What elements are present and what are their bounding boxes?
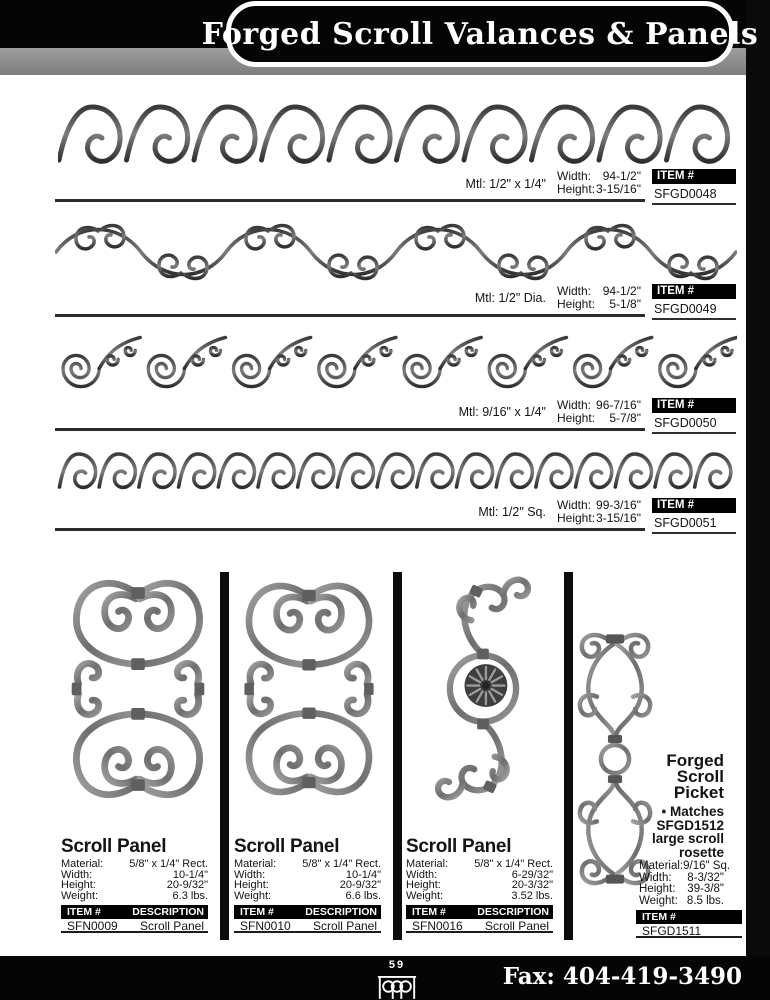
valance-2-item-header: ITEM # xyxy=(652,284,736,299)
right-black-bar xyxy=(746,0,770,1000)
item-description-row xyxy=(61,919,208,933)
item-description: Scroll Panel xyxy=(139,919,204,933)
item-code: SFN0016 xyxy=(412,919,463,933)
scroll-panel-image-2 xyxy=(233,562,385,816)
picket-title-line: Scroll xyxy=(676,767,724,786)
valance-4-dimensions: Width: 99-3/16" Height: 3-15/16" xyxy=(557,498,641,525)
valance-1-dimensions: Width: 94-1/2" Height: 3-15/16" xyxy=(557,169,641,196)
picket-note: • Matches SFGD1512 large scroll rosette xyxy=(651,804,724,860)
valance-2-item-code: SFGD0049 xyxy=(654,302,717,316)
scroll-panel-card-3: Scroll Panel Material: 5/8" x 1/4" Rect. Width: 6-29/32" Height: 20-3/32" Weight: 3.52 lbs. ITEM # DESCRIPTION SFN0016 Scroll Panel xyxy=(406,836,553,933)
scroll-panel-card-1: Scroll Panel Material: 5/8" x 1/4" Rect. Width: 10-1/4" Height: 20-9/32" Weight: 6.3 lbs. ITEM # DESCRIPTION SFN0009 Scroll Panel xyxy=(61,836,208,933)
item-description-header: ITEM # DESCRIPTION xyxy=(61,905,208,919)
railing-icon xyxy=(376,974,418,999)
valance-image-vine-scroll xyxy=(55,214,737,290)
valance-2-dimensions: Width: 94-1/2" Height: 5-1/8" xyxy=(557,284,641,311)
page-title: Forged Scroll Valances & Panels xyxy=(201,16,759,52)
column-divider-2 xyxy=(393,572,402,940)
valance-3-item-header: ITEM # xyxy=(652,398,736,413)
valance-1-item-header: ITEM # xyxy=(652,169,736,184)
item-description: Scroll Panel xyxy=(312,919,377,933)
valance-1-material: Mtl: 1/2" x 1/4" xyxy=(465,177,546,191)
item-description-header: ITEM # DESCRIPTION xyxy=(234,905,381,919)
valance-image-spiral-scroll xyxy=(55,328,737,395)
valance-image-small-c-scroll xyxy=(55,444,737,497)
valance-3-item-code: SFGD0050 xyxy=(654,416,717,430)
valance-3-material: Mtl: 9/16" x 1/4" xyxy=(458,405,546,419)
valance-4-item-code: SFGD0051 xyxy=(654,516,717,530)
item-description: Scroll Panel xyxy=(484,919,549,933)
fax-number: Fax: 404-419-3490 xyxy=(502,963,742,990)
valance-4-item-underline xyxy=(652,532,736,534)
valance-3-item-underline xyxy=(652,432,736,434)
valance-2-rule xyxy=(55,314,645,317)
item-header: ITEM # xyxy=(636,910,742,924)
scroll-panel-image-1 xyxy=(60,562,216,816)
valance-1-rule xyxy=(55,199,645,202)
panel-title: Scroll Panel xyxy=(61,836,167,857)
item-code: SFN0009 xyxy=(67,919,118,933)
picket-title-line: Forged xyxy=(666,751,724,770)
valance-1-item-code: SFGD0048 xyxy=(654,187,717,201)
valance-2-item-underline xyxy=(652,318,736,320)
item-description-row xyxy=(406,919,553,933)
valance-4-item-header: ITEM # xyxy=(652,498,736,513)
item-row xyxy=(636,924,742,938)
picket-title-line: Picket xyxy=(673,783,724,802)
valance-3-dimensions: Width: 96-7/16" Height: 5-7/8" xyxy=(557,398,641,425)
valance-4-material: Mtl: 1/2" Sq. xyxy=(478,505,546,519)
forged-scroll-picket-card: Forged Scroll Picket • Matches SFGD1512 large scroll rosette Material: 9/16" Sq. Width: 8-3/32" Height: 39-3/8" Weight: 8.5 lbs. ITEM # SFGD1511 xyxy=(636,753,742,938)
valance-4-rule xyxy=(55,528,645,531)
scroll-panel-card-2: Scroll Panel Material: 5/8" x 1/4" Rect. Width: 10-1/4" Height: 20-9/32" Weight: 6.6 lbs. ITEM # DESCRIPTION SFN0010 Scroll Panel xyxy=(234,836,381,933)
item-description-header: ITEM # DESCRIPTION xyxy=(406,905,553,919)
column-divider-1 xyxy=(220,572,229,940)
scroll-panel-image-3 xyxy=(410,562,556,816)
page-title-banner xyxy=(201,1,759,67)
valance-3-rule xyxy=(55,428,645,431)
item-code: SFN0010 xyxy=(240,919,291,933)
valance-image-wave-scroll xyxy=(58,92,737,176)
panel-title: Scroll Panel xyxy=(234,836,340,857)
item-code: SFGD1511 xyxy=(642,924,702,938)
panel-title: Scroll Panel xyxy=(406,836,512,857)
valance-2-material: Mtl: 1/2" Dia. xyxy=(474,291,546,305)
item-description-row xyxy=(234,919,381,933)
valance-1-item-underline xyxy=(652,203,736,205)
page-number: 59 xyxy=(388,959,406,971)
